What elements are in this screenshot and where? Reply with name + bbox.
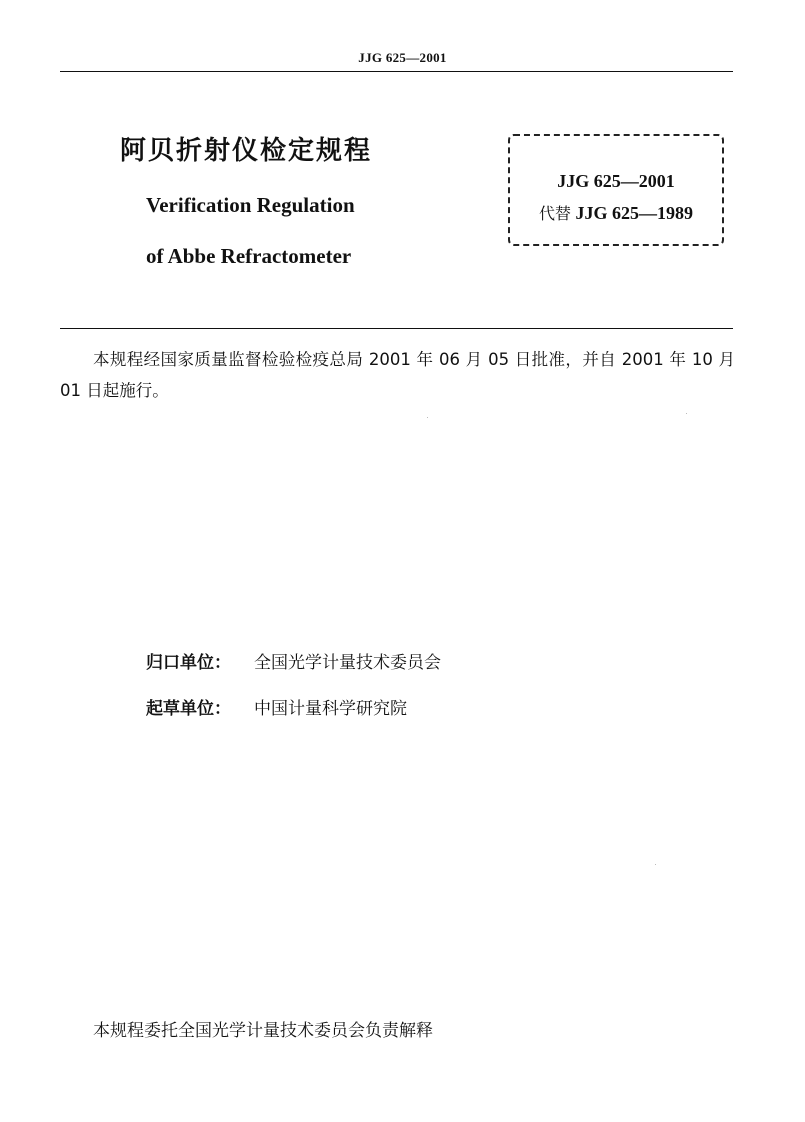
- replaces-line: [510, 201, 722, 224]
- scan-speck: [427, 417, 428, 418]
- header-rule: [60, 71, 733, 72]
- title-english-line1: Verification Regulation: [146, 193, 355, 217]
- responsible-unit-value: 全国光学计量技术委员会: [254, 653, 441, 673]
- scan-speck: [686, 413, 687, 414]
- scan-speck: [655, 864, 656, 865]
- title-english-line2: of Abbe Refractometer: [146, 244, 352, 268]
- replaces-prefix: 代替: [538, 204, 571, 223]
- interpretation-statement: 本规程委托全国光学计量技术委员会负责解释: [93, 1021, 433, 1041]
- responsible-unit-row: [146, 648, 441, 673]
- regulation-code: JJG 625—2001: [557, 171, 675, 191]
- title-chinese: 阿贝折射仪检定规程: [120, 136, 373, 166]
- drafting-unit-label: 起草单位：: [146, 699, 231, 719]
- replaces-code: JJG 625—1989: [575, 203, 694, 223]
- section-rule: [60, 328, 733, 329]
- drafting-unit-row: [146, 694, 407, 719]
- approval-statement: 本规程经国家质量监督检验检疫总局 2001 年 06 月 05 日批准，并自 2001 年 10 月 01 日起施行。: [60, 350, 735, 400]
- drafting-unit-value: 中国计量科学研究院: [254, 699, 407, 719]
- responsible-unit-label: 归口单位：: [146, 653, 231, 673]
- regulation-code-box: [508, 134, 724, 246]
- running-header-code: JJG 625—2001: [358, 50, 447, 65]
